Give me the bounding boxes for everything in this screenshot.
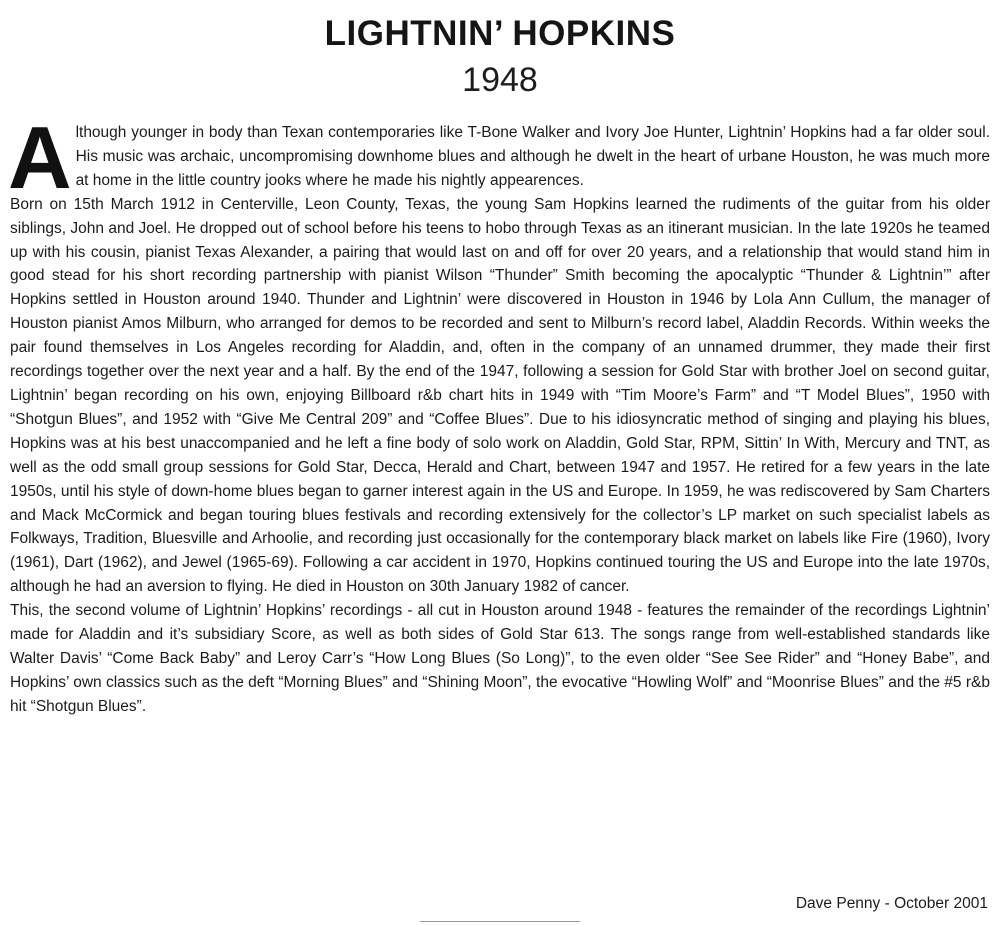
paragraph-volume: This, the second volume of Lightnin’ Hopkins’ recordings - all cut in Houston around 1948 - features the remainder of the recordings Lightnin’ made for Aladdin and it’s subsidiary Score, as well as both sides of Gold Star 613. The songs range from well-established standards like Walter Davis’ “Come Back Baby” and Leroy Carr’s “How Long Blues (So Long)”, to the even older “See See Rider” and “Honey Babe”, and Hopkins’ own classics such as the deft “Morning Blues” and “Shining Moon”, the evocative “Howling Wolf” and “Moonrise Blues” and the #5 r&b hit “Shotgun Blues”. bbox=[10, 602, 990, 715]
paragraph-biography: Born on 15th March 1912 in Centerville, Leon County, Texas, the young Sam Hopkins learned the rudiments of the guitar from his older siblings, John and Joel. He dropped out of school before his teens to hobo through Texas as an itinerant musician. In the late 1920s he teamed up with his cousin, pianist Texas Alexander, a pairing that would last on and off for over 20 years, and a relationship that would stand him in good stead for his short recording partnership with pianist Wilson “Thunder” Smith becoming the apocalyptic “Thunder & Lightnin’” after Hopkins settled in Houston around 1940. Thunder and Lightnin’ were discovered in Houston in 1946 by Lola Ann Cullum, the manager of Houston pianist Amos Milburn, who arranged for demos to be recorded and sent to Milburn’s record label, Aladdin Records. Within weeks the pair found themselves in Los Angeles recording for Aladdin, and, often in the company of an unnamed drummer, they made their first recordings together over the next year and a half. By the end of the 1947, following a session for Gold Star with brother Joel on second guitar, Lightnin’ began recording on his own, enjoying Billboard r&b chart hits in 1949 with “Tim Moore’s Farm” and “T Model Blues”, 1950 with “Shotgun Blues”, and 1952 with “Give Me Central 209” and “Coffee Blues”. Due to his idiosyncratic method of singing and playing his blues, Hopkins was at his best unaccompanied and he left a fine body of solo work on Aladdin, Gold Star, RPM, Sittin’ In With, Mercury and TNT, as well as the odd small group sessions for Gold Star, Decca, Herald and Chart, between 1947 and 1957. He retired for a few years in the late 1950s, until his style of down-home blues began to garner interest again in the US and Europe. In 1959, he was rediscovered by Sam Charters and Mack McCormick and began touring blues festivals and recording extensively for the collector’s LP market on such specialist labels as Folkways, Tradition, Bluesville and Arhoolie, and recording just occasionally for the contemporary black market on labels like Fire (1960), Ivory (1961), Dart (1962), and Jewel (1965-69). Following a car accident in 1970, Hopkins continued touring the US and Europe into the late 1970s, although he had an aversion to flying. He died in Houston on 30th January 1982 of cancer. bbox=[10, 195, 990, 596]
bottom-divider bbox=[420, 921, 580, 922]
paragraph-intro-text: lthough younger in body than Texan contemporaries like T-Bone Walker and Ivory Joe Hunter, Lightnin’ Hopkins had a far older soul. His music was archaic, uncompromising downhome blues and although he dwelt in the heart of urbane Houston, he was much more at home in the little country jooks where he made his nightly appearences. bbox=[75, 124, 990, 189]
page-title: LIGHTNIN’ HOPKINS bbox=[324, 14, 676, 53]
article-body bbox=[8, 108, 990, 719]
paragraph-intro bbox=[8, 108, 990, 207]
author-signature: Dave Penny - October 2001 bbox=[795, 895, 988, 912]
page-year: 1948 bbox=[462, 61, 538, 99]
drop-cap: A bbox=[8, 108, 72, 207]
